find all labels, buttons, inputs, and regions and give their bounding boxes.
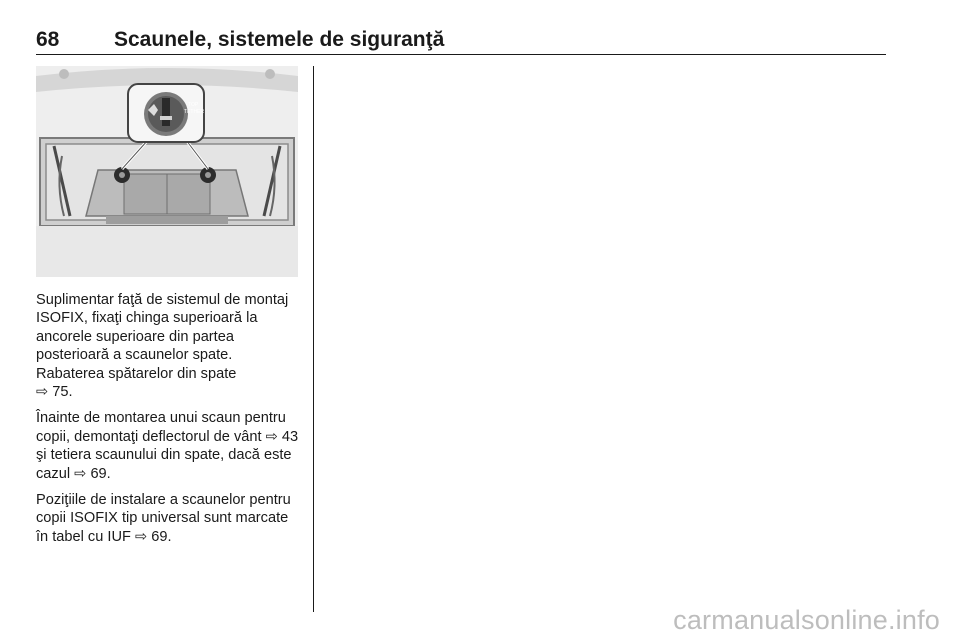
paragraph-1-ref: 75. — [52, 384, 73, 401]
paragraph-2-ref2: 69. — [90, 465, 111, 482]
paragraph-3 — [36, 491, 302, 546]
paragraph-2-text1: Înainte de montarea unui scaun pentru copii, demontaţi deflectorul de vânt — [36, 410, 286, 445]
badge-line2: TETHER — [184, 109, 204, 115]
trunk-anchor-drawing — [36, 66, 298, 277]
top-tether-illustration — [36, 66, 298, 277]
page-header — [36, 28, 886, 52]
arrow-ref-icon: ⇨ — [265, 428, 278, 445]
paragraph-3-ref: 69. — [151, 528, 172, 545]
paragraph-2-ref1: 43 — [281, 428, 299, 445]
arrow-ref-icon: ⇨ — [134, 528, 148, 545]
arrow-ref-icon: ⇨ — [74, 465, 87, 482]
paragraph-1 — [36, 291, 302, 401]
arrow-ref-icon: ⇨ — [36, 384, 49, 401]
section-title: Scaunele, sistemele de siguranţă — [114, 28, 445, 51]
column-divider — [313, 66, 314, 612]
header-divider — [36, 54, 886, 55]
paragraph-2-text2: şi tetiera scaunului din spate, dacă este cazul — [36, 447, 292, 482]
paragraph-3-text: Poziţiile de instalare a scaunelor pentru copii ISOFIX tip universal sunt marcate în tabel cu IUF — [36, 492, 291, 545]
page-number: 68 — [36, 28, 60, 51]
watermark: carmanualsonline.info — [673, 605, 940, 635]
badge-line1: TOP — [188, 102, 199, 108]
body-text — [36, 291, 302, 554]
paragraph-2 — [36, 409, 302, 483]
paragraph-1-text: Suplimentar faţă de sistemul de montaj ISOFIX, fixaţi chinga superioară la ancorele superioare din partea posterioară a scaunelor spate. Rabaterea spătarelor din spate — [36, 292, 289, 382]
